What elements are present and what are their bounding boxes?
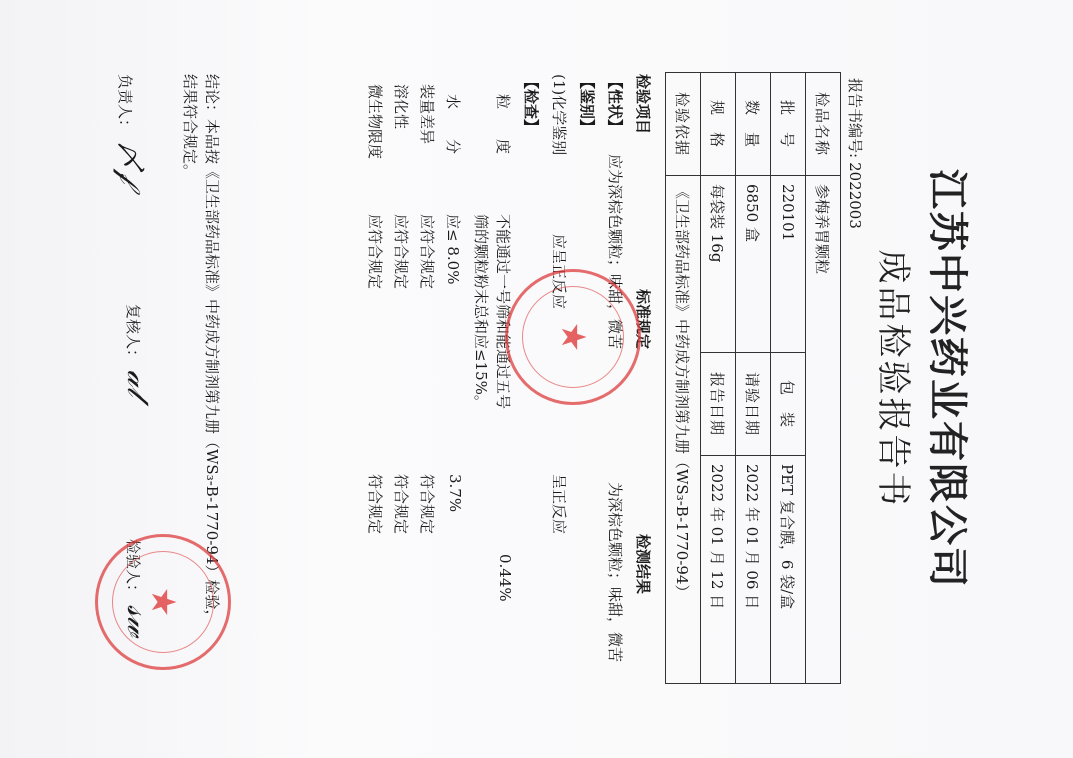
check-result: 0.44%	[496, 554, 514, 602]
info-label: 报告日期	[701, 353, 736, 456]
info-value: 每袋装 16g	[701, 176, 736, 353]
report-number-label: 报告书编号:	[846, 78, 864, 159]
responsible-signature	[111, 74, 155, 183]
header-item: 检验项目	[634, 74, 652, 135]
info-label: 请验日期	[736, 353, 771, 456]
check-standard: 应符合规定	[392, 214, 410, 290]
product-info-table	[665, 72, 841, 684]
inspector-label: 检验人：	[124, 539, 142, 600]
check-standard: 不能通过一号筛和能通过五号	[494, 214, 512, 410]
section-check: 【检查】	[522, 74, 540, 135]
inspection-seal-stamp-icon	[95, 534, 231, 670]
section-character: 【性状】	[606, 74, 624, 135]
check-item: 粒 度	[494, 94, 512, 155]
handwritten-signature-icon: 〆𝒻	[112, 140, 147, 184]
info-value: 220101	[771, 176, 806, 353]
info-label: 数 量	[736, 73, 771, 176]
check-item: 装量差异	[418, 84, 436, 145]
conclusion-line: 结果符合规定。	[181, 74, 199, 180]
company-seal-stamp-icon	[505, 269, 641, 405]
info-label: 批 号	[771, 73, 806, 176]
info-value: 参梅养胃颗粒	[806, 176, 841, 684]
character-standard: 应为深棕色颗粒；味甜，微苦	[606, 154, 624, 350]
info-row-basis	[666, 73, 701, 684]
check-standard: 应符合规定	[366, 214, 384, 290]
header-standard: 标准规定	[634, 289, 652, 350]
check-result: 3.7%	[446, 474, 464, 513]
info-label: 检验依据	[666, 73, 701, 176]
check-item: 溶化性	[392, 84, 410, 130]
check-standard-continued: 筛的颗粒粉末总和应≤15%。	[472, 214, 490, 410]
identification-item: (1)化学鉴别	[550, 74, 568, 156]
character-result: 为深棕色颗粒；味甜，微苦	[606, 482, 624, 663]
check-standard: 应符合规定	[418, 214, 436, 290]
info-label: 包 装	[771, 353, 806, 456]
info-row-spec	[701, 73, 736, 684]
reviewer-signature	[120, 304, 155, 396]
identification-standard: 应呈正反应	[550, 234, 568, 310]
conclusion-line: 结论：本品按《卫生部药品标准》中药成方制剂第九册（WS₃-B-1770-94）检验，	[203, 74, 221, 625]
info-value: 6850 盒	[736, 176, 771, 353]
section-identification: 【鉴别】	[578, 74, 596, 135]
check-result: 符合规定	[418, 474, 436, 535]
check-standard: 应≤ 8.0%	[444, 214, 462, 285]
info-value: PET 复合膜，6 袋/盒	[771, 456, 806, 684]
header-result: 检测结果	[634, 534, 652, 595]
check-item: 水 分	[444, 94, 462, 155]
info-value: 2022 年 01 月 12 日	[701, 456, 736, 684]
company-name: 江苏中兴药业有限公司	[924, 169, 971, 589]
info-row-name	[806, 73, 841, 684]
handwritten-signature-icon: 𝓈𝓌	[120, 605, 155, 637]
report-title: 成品检验报告书	[873, 249, 913, 509]
info-row-quantity	[736, 73, 771, 684]
star-icon: ★	[143, 586, 183, 618]
reviewer-label: 复核人：	[124, 304, 142, 365]
report-number-value: 2022003	[846, 162, 864, 229]
check-result: 符合规定	[392, 474, 410, 535]
inspection-report-document	[71, 34, 1001, 724]
info-value: 2022 年 01 月 06 日	[736, 456, 771, 684]
star-icon: ★	[553, 321, 593, 353]
check-result: 符合规定	[366, 474, 384, 535]
info-label: 规 格	[701, 73, 736, 176]
report-number	[845, 74, 866, 229]
info-value: 《卫生部药品标准》中药成方制剂第九册（WS₃-B-1770-94）	[666, 176, 701, 684]
handwritten-signature-icon: 𝒶𝓁	[120, 370, 155, 397]
info-label: 检品名称	[806, 73, 841, 176]
responsible-label: 负责人：	[116, 74, 134, 135]
check-item: 微生物限度	[366, 84, 384, 160]
identification-result: 呈正反应	[550, 474, 568, 535]
info-row-batch	[771, 73, 806, 684]
